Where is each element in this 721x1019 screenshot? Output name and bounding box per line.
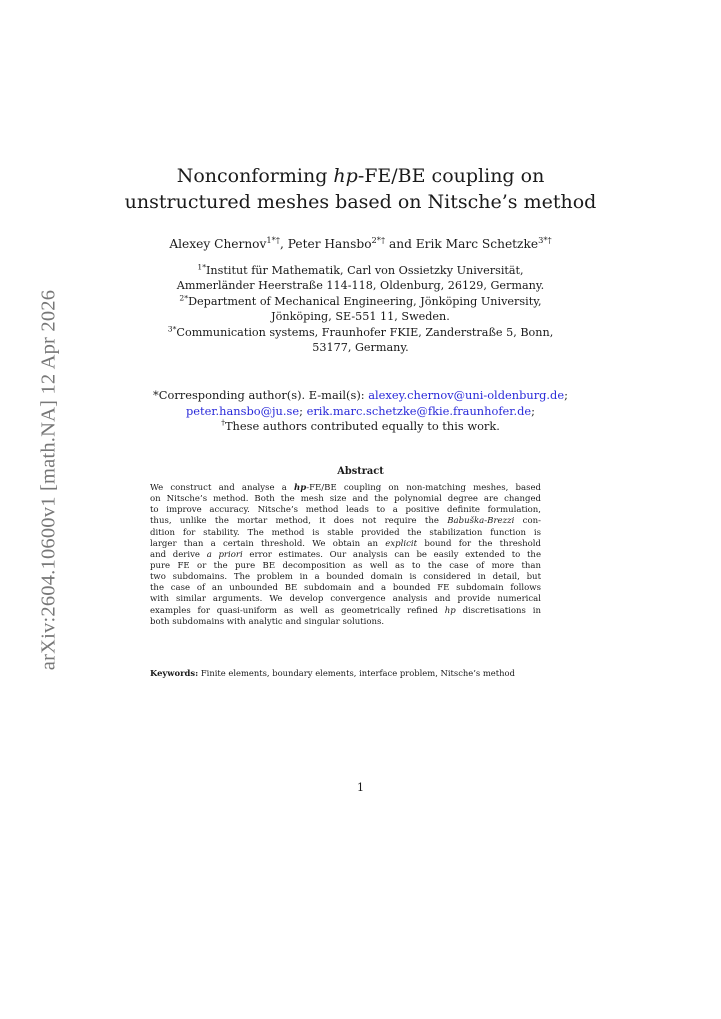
affiliations	[0, 263, 721, 355]
abstract-line: dition for stability. The method is stable provided the stabilization function is	[150, 527, 541, 538]
affiliation-line: 53177, Germany.	[312, 341, 409, 355]
abstract-line: examples for quasi-uniform as well as geometrically refined hp discretisations in	[150, 605, 541, 616]
equal-contribution-note: †These authors contributed equally to this work.	[221, 418, 500, 434]
affiliation-line: Ammerländer Heerstraße 114-118, Oldenburg, 26129, Germany.	[176, 279, 545, 293]
arxiv-identifier-stamp: arXiv:2604.10600v1 [math.NA] 12 Apr 2026	[37, 289, 60, 671]
affiliation-line: Jönköping, SE-551 11, Sweden.	[271, 310, 450, 324]
page-number: 1	[357, 781, 364, 794]
abstract-line: We construct and analyse a hp-FE/BE coupling on non-matching meshes, based	[150, 483, 542, 493]
author-name: Erik Marc Schetzke	[415, 237, 539, 251]
paper-title	[0, 163, 721, 215]
abstract-line: the case of an unbounded BE subdomain and a bounded FE subdomain follows	[150, 583, 541, 594]
abstract-line: to improve accuracy. Nitsche’s method leads to a positive definite formulation,	[150, 505, 541, 516]
affiliation-line: $^{2*}$Department of Mechanical Engineering, Jönköping University,	[179, 293, 542, 308]
keywords	[150, 668, 550, 678]
title-line-2: unstructured meshes based on Nitsche’s method	[124, 191, 597, 213]
abstract-line: thus, unlike the mortar method, it does not require the Babuška-Brezzi con-	[150, 516, 541, 527]
email-link[interactable]: alexey.chernov@uni-oldenburg.de	[368, 388, 565, 402]
affiliation-line: $^{1*}$Institut für Mathematik, Carl von Ossietzky Universität,	[197, 262, 524, 277]
author-name: Alexey Chernov	[169, 237, 267, 251]
corresponding-author-block: *Corresponding author(s). E-mail(s): alexey.chernov@uni-oldenburg.de; peter.hansbo@ju.se; erik.marc.schetzke@fkie.fraunhofer.de; †These authors contributed equally to this work.	[0, 388, 721, 435]
author-marker: 2*†	[371, 234, 386, 245]
abstract-line: on Nitsche’s method. Both the mesh size and the polynomial degree are changed	[150, 494, 541, 505]
title-line-1: Nonconforming hp-FE/BE coupling on	[176, 165, 545, 187]
author-marker: 1*†	[266, 234, 280, 245]
abstract-line: pure FE or the pure BE decomposition as well as to the case of more than	[150, 560, 541, 571]
abstract-heading: Abstract	[337, 466, 384, 477]
abstract-line: two subdomains. The problem in a bounded domain is considered in detail, but	[150, 572, 541, 583]
author-marker: 3*†	[538, 234, 552, 245]
abstract-line: larger than a certain threshold. We obtain an explicit bound for the threshold	[150, 538, 541, 549]
abstract-line: and derive a priori error estimates. Our analysis can be easily extended to the	[150, 549, 541, 560]
author-name: Peter Hansbo	[287, 237, 372, 251]
abstract-body	[150, 483, 541, 628]
email-link[interactable]: peter.hansbo@ju.se	[186, 403, 300, 418]
affiliation-line: $^{3*}$Communication systems, Fraunhofer FKIE, Zanderstraße 5, Bonn,	[167, 323, 554, 339]
author-list: Alexey Chernov$^{1*\dagger}$, Peter Hansbo$^{2*\dagger}$ and Erik Marc Schetzke$^{3*\dagger}$	[169, 234, 552, 251]
abstract-line: both subdomains with analytic and singular solutions.	[150, 616, 385, 627]
abstract-line: with similar arguments. We develop convergence analysis and provide numerical	[150, 594, 541, 605]
email-link[interactable]: erik.marc.schetzke@fkie.fraunhofer.de	[306, 403, 532, 418]
keywords-label: Keywords:	[150, 668, 199, 678]
keywords-text: Finite elements, boundary elements, interface problem, Nitsche’s method	[198, 668, 515, 678]
